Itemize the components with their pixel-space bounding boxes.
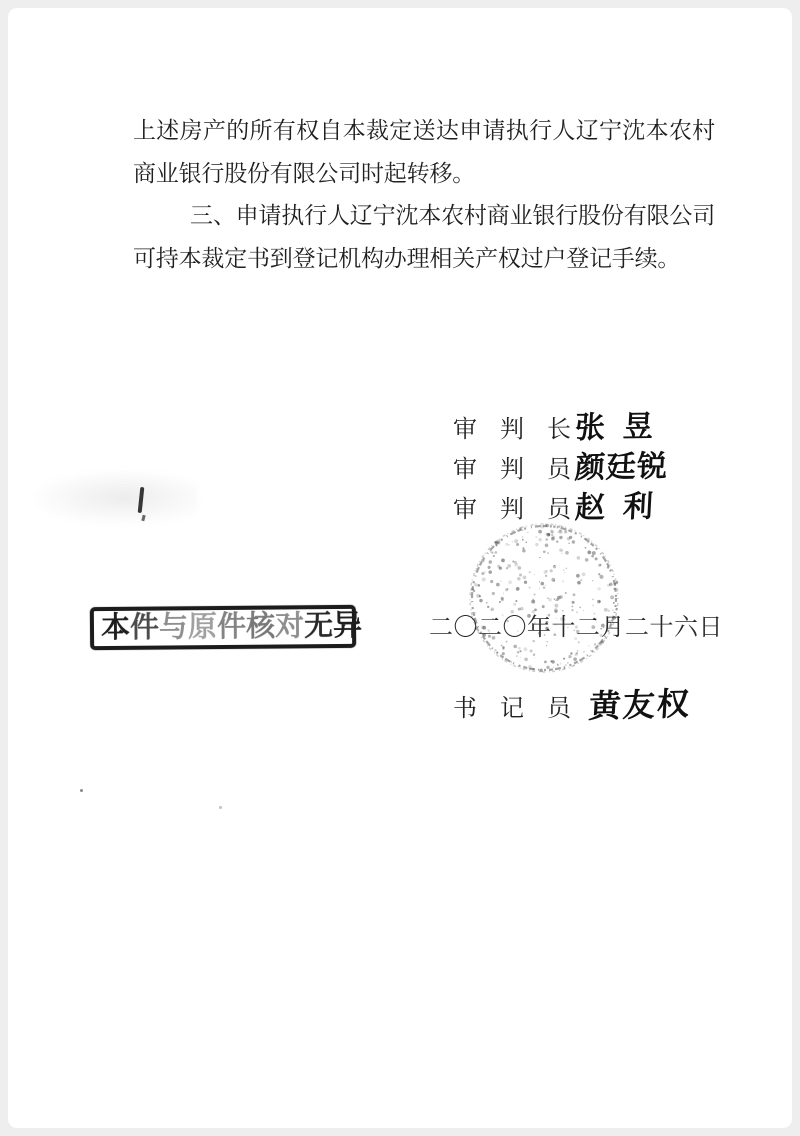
clerk-name-huang-youquan: 黄友权 <box>587 685 693 725</box>
role-label-judge: 审 判 员 <box>453 497 571 523</box>
role-label-presiding-judge: 审 判 长 <box>453 417 571 443</box>
signature-row-judge-1 <box>453 448 668 488</box>
role-label-judge: 审 判 员 <box>453 457 571 483</box>
court-seal <box>454 508 634 688</box>
verification-stamp <box>90 605 363 650</box>
verification-stamp-text: 本 件 与 原 件 核 对 无 异 <box>100 609 363 645</box>
scan-speck <box>80 789 83 792</box>
ruling-date: 二〇二〇年十二月二十六日 <box>429 615 723 641</box>
paragraph-transfer-clause: 上述房产的所有权自本裁定送达申请执行人辽宁沈本农村商业银行股份有限公司时起转移。 <box>133 118 715 186</box>
photocopy-smudge <box>33 470 198 525</box>
document-page <box>8 8 792 1128</box>
signature-row-presiding-judge <box>453 408 668 448</box>
ruling-body-text <box>133 110 715 280</box>
role-label-clerk: 书 记 员 <box>453 696 571 722</box>
judge-name-zhao-li: 赵 利 <box>574 490 655 525</box>
scan-speck <box>219 806 222 809</box>
judge-name-yan-tingrui: 颜廷锐 <box>574 450 669 485</box>
clerk-signature-row <box>453 680 691 726</box>
paragraph-registration-clause: 三、申请执行人辽宁沈本农村商业银行股份有限公司可持本裁定书到登记机构办理相关产权过户登记手续。 <box>133 203 715 271</box>
judge-name-zhang-yu: 张 昱 <box>574 410 655 445</box>
